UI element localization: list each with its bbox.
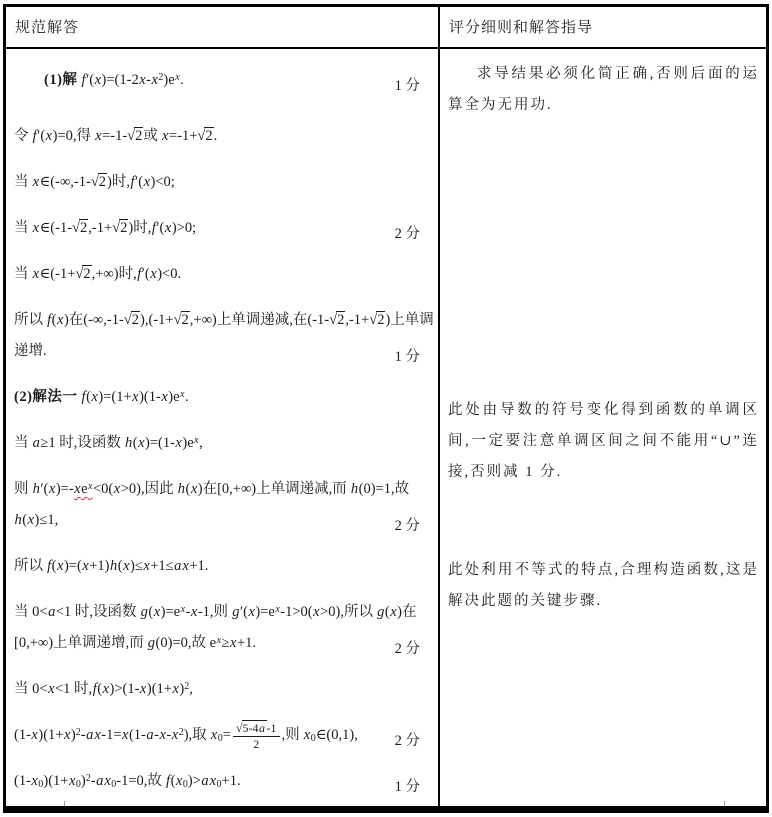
page-artifact-tick [724, 801, 725, 806]
solution-text: [0,+∞)上单调递增,而 g(0)=0,故 $e^x\ge x+1$. [14, 635, 256, 651]
table-body-row [6, 49, 766, 806]
page-artifact-tick [64, 801, 65, 806]
solution-line [14, 628, 428, 659]
solution-text: 则 $h'(x)=-xe^x<0(x>0)$,因此 h(x)在[0,+∞)上单调递减,而 h(0)=1,故 [14, 481, 410, 497]
solution-text: 当 x∈(-∞,-1-√2)时,f′(x)<0; [14, 174, 175, 190]
score-badge: 2 分 [394, 733, 420, 750]
solution-paragraph [14, 766, 428, 797]
solution-line [14, 720, 428, 751]
solution-text: 所以 f(x)在(-∞,-1-√2),(-1+√2,+∞)上单调递减,在(-1-√2,-1+√2)上单调 [14, 312, 434, 328]
solution-line [14, 213, 428, 244]
score-badge: 2 分 [394, 226, 420, 242]
score-badge: 2 分 [394, 641, 420, 657]
solution-line [14, 121, 428, 152]
solution-line [14, 505, 428, 536]
solution-text: (1)解 $f'(x)=(1-2x-x^2)e^x$. [44, 72, 184, 88]
solution-paragraph [14, 213, 428, 244]
solution-text: 当 x∈(-1-√2,-1+√2)时,f′(x)>0; [14, 220, 197, 236]
solution-line [14, 674, 428, 705]
score-badge: 1 分 [394, 779, 420, 796]
guidance-note: 求导结果必须化简正确,否则后面的运算全为无用功. [448, 66, 759, 113]
solution-text: $(1-x_0)(1+x_0)^2-ax_0-1=0$,故 $f(x_0)>ax_0+1$. [14, 773, 241, 791]
solution-line [14, 65, 428, 96]
solution-line [14, 474, 428, 505]
solution-paragraph [14, 259, 428, 290]
solution-text: 令 f′(x)=0,得 x=-1-√2或 x=-1+√2. [14, 128, 218, 144]
solution-paragraph [14, 551, 428, 582]
solution-text: 所以 f(x)=(x+1)h(x)≤x+1≤ax+1. [14, 558, 209, 574]
solution-line [14, 305, 434, 336]
score-badge: 1 分 [394, 349, 420, 365]
solution-line [14, 259, 428, 290]
solution-line [14, 336, 428, 367]
column-header-guidance: 评分细则和解答指导 [449, 20, 594, 36]
solution-paragraph [14, 474, 428, 536]
solution-line [14, 551, 428, 582]
solution-table [3, 4, 769, 813]
guidance-column [440, 49, 766, 806]
solution-text: $(1-x)(1+x)^2-ax-1=x(1-a-x-x^2)$,取 $x_0=$ $\frac{√5-4a -1}{2}$ ,则 $x_0\in(0,1)$, [14, 720, 358, 751]
solution-paragraph [14, 167, 428, 198]
solution-paragraph [14, 382, 428, 413]
solution-paragraph [14, 305, 434, 367]
solution-column [6, 49, 440, 806]
guidance-note: 此处利用不等式的特点,合理构造函数,这是解决此题的关键步骤. [448, 562, 759, 609]
solution-line [14, 167, 428, 198]
solution-paragraph [14, 597, 428, 659]
solution-text: (2)解法一 $f(x)=(1+x)(1-x)e^x$. [14, 389, 189, 405]
score-badge: 1 分 [394, 78, 420, 94]
solution-paragraph [14, 428, 428, 459]
solution-line [14, 382, 428, 413]
solution-line [14, 597, 428, 628]
solution-text: 当 0<x<1 时$,f(x)>(1-x)(1+x)^2$, [14, 681, 193, 697]
solution-text: 递增. [14, 343, 47, 359]
solution-paragraph [14, 65, 428, 96]
solution-text: 当 a≥1 时,设函数 $h(x)=(1-x)e^x$, [14, 435, 203, 451]
score-badge: 2 分 [394, 518, 420, 534]
solution-paragraph [14, 720, 428, 751]
solution-paragraph [14, 121, 428, 152]
solution-line [14, 766, 428, 797]
solution-text: h(x)≤1, [14, 512, 59, 528]
solution-line [14, 428, 428, 459]
guidance-note: 此处由导数的符号变化得到函数的单调区间,一定要注意单调区间之间不能用“∪”连接,否则减 1 分. [448, 402, 759, 480]
solution-text: 当 0<a<1 时,设函数 $g(x)=e^x-x-1$,则 $g'(x)=e^x-1>0(x>0)$,所以 g(x)在 [14, 604, 417, 620]
table-header-row [6, 7, 766, 49]
solution-paragraph [14, 674, 428, 705]
column-header-solution: 规范解答 [6, 7, 440, 47]
solution-text: 当 x∈(-1+√2,+∞)时,f′(x)<0. [14, 266, 182, 282]
